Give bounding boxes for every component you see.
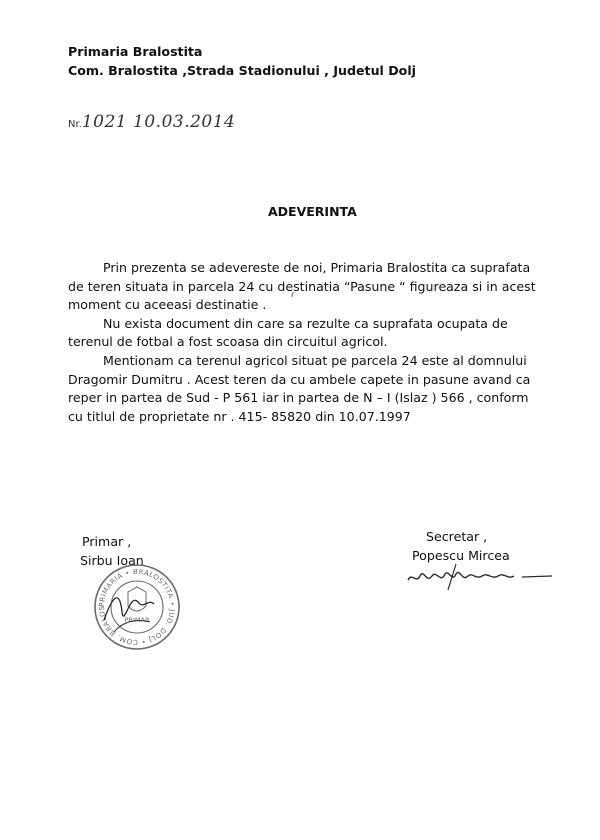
signature-icon	[404, 560, 554, 594]
official-stamp	[92, 562, 182, 656]
secretary-handwritten-signature	[404, 560, 554, 598]
secretary-role: Secretar ,	[426, 529, 488, 544]
institution-address: Com. Bralostita ,Strada Stadionului , Judetul Dolj	[68, 63, 416, 78]
svg-text:PRIMAR: PRIMAR	[124, 616, 150, 624]
document-header	[68, 42, 416, 80]
paragraph: Mentionam ca terenul agricol situat pe parcela 24 este al domnului Dragomir Dumitru . Acest teren da cu ambele capete in pasune avand ca reper in partea de Sud - P 561 iar in partea de N – I (Islaz ) 566 , conform cu titlul de proprietate nr . 415- 85820 din 10.07.1997	[68, 352, 531, 424]
document-body	[68, 259, 538, 426]
stamp-seal-icon	[92, 562, 182, 652]
registration-number	[68, 112, 235, 132]
registration-prefix: Nr.	[68, 119, 82, 130]
mayor-role: Primar ,	[82, 534, 132, 549]
paragraph: Prin prezenta se adevereste de noi, Primaria Bralostita ca suprafata de teren situata in parcela 24 cu destinatia “Pasune “ figureaza si in acest moment cu aceeasi destinatie .	[68, 260, 536, 313]
registration-number-date: 1021 10.03.2014	[81, 112, 236, 132]
svg-text:PRIMARIA • BRALOSTITA • JUD. D: PRIMARIA • BRALOSTITA • JUD. DOLJ • COM. BRALOS	[97, 567, 177, 647]
document-title: ADEVERINTA	[268, 204, 357, 219]
secretary-name: Popescu Mircea	[412, 548, 510, 563]
paragraph: Nu exista document din care sa rezulte ca suprafata ocupata de terenul de fotbal a fost scoasa din circuitul agricol.	[68, 315, 508, 350]
mayor-name: Sirbu Ioan	[80, 553, 144, 568]
institution-name: Primaria Bralostita	[68, 44, 203, 59]
